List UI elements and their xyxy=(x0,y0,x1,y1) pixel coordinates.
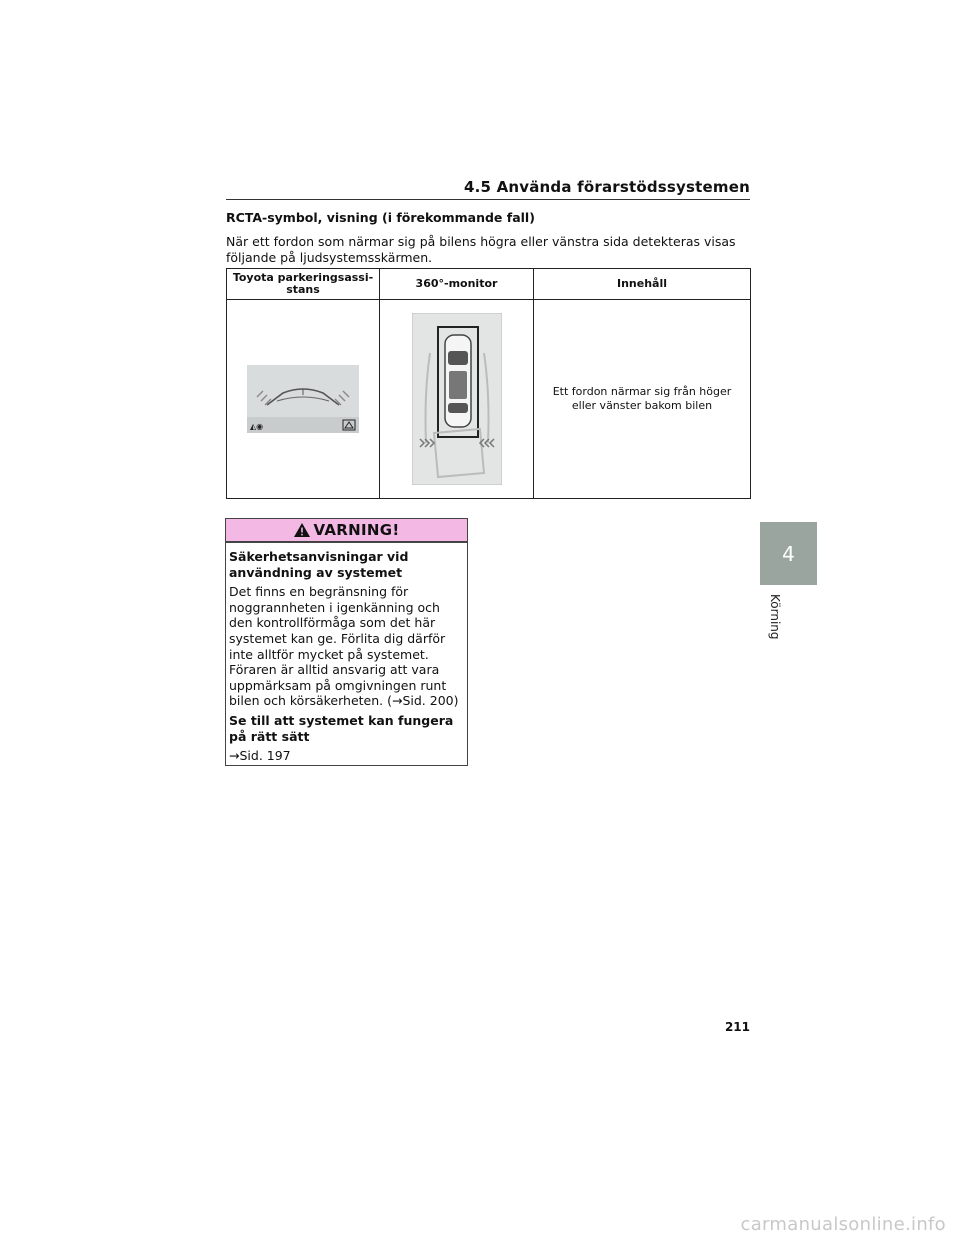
column-header-content: Innehåll xyxy=(534,269,751,300)
rcta-table xyxy=(226,268,751,499)
warning-heading: Se till att systemet kan fungera på rätt sätt xyxy=(229,712,454,744)
column-header-parking-assist xyxy=(227,269,380,300)
svg-text:◭◉: ◭◉ xyxy=(250,422,264,431)
warning-body xyxy=(226,543,467,764)
column-header-line: stans xyxy=(286,283,320,296)
parking-assist-screen-image xyxy=(247,365,359,433)
chapter-section-title: 4.5 Använda förarstödssystemen xyxy=(463,178,750,196)
table-header-row xyxy=(227,269,751,300)
warning-box xyxy=(225,518,468,766)
warning-heading: Säkerhetsanvisningar vid användning av systemet xyxy=(229,549,409,580)
warning-text: Det finns en begränsning för noggrannheten i igenkänning och den kontrollförmåga som det här systemet kan ge. Förlita dig därför inte alltför mycket på systemet. Föraren är alltid ansvarig att vara uppmärksam på omgivningen runt bilen och körsäkerheten. (→Sid. 200) xyxy=(229,584,459,709)
chapter-tab: 4 xyxy=(760,522,817,585)
page-number: 211 xyxy=(724,1020,750,1034)
monitor-360-image-cell xyxy=(380,300,534,499)
warning-title: VARNING! xyxy=(313,521,400,539)
watermark: carmanualsonline.info xyxy=(740,1214,946,1235)
warning-page-reference: →Sid. 197 xyxy=(229,748,291,764)
intro-paragraph: När ett fordon som närmar sig på bilens högra eller vänstra sida detekteras visas följande på ljudsystemsskärmen. xyxy=(226,234,736,265)
warning-triangle-icon xyxy=(294,523,310,537)
column-header-360-monitor: 360°-monitor xyxy=(380,269,534,300)
monitor-360-image xyxy=(412,313,502,485)
row-content: Ett fordon närmar sig från höger eller vänster bakom bilen xyxy=(534,300,751,499)
warning-header xyxy=(226,519,467,543)
section-heading: RCTA-symbol, visning (i förekommande fall) xyxy=(226,210,535,225)
column-header-line: Toyota parkeringsassi- xyxy=(232,271,374,284)
parking-assist-image-cell xyxy=(227,300,380,499)
header-divider xyxy=(226,199,750,200)
chapter-tab-label: Körning xyxy=(768,594,782,640)
table-row xyxy=(227,300,751,499)
